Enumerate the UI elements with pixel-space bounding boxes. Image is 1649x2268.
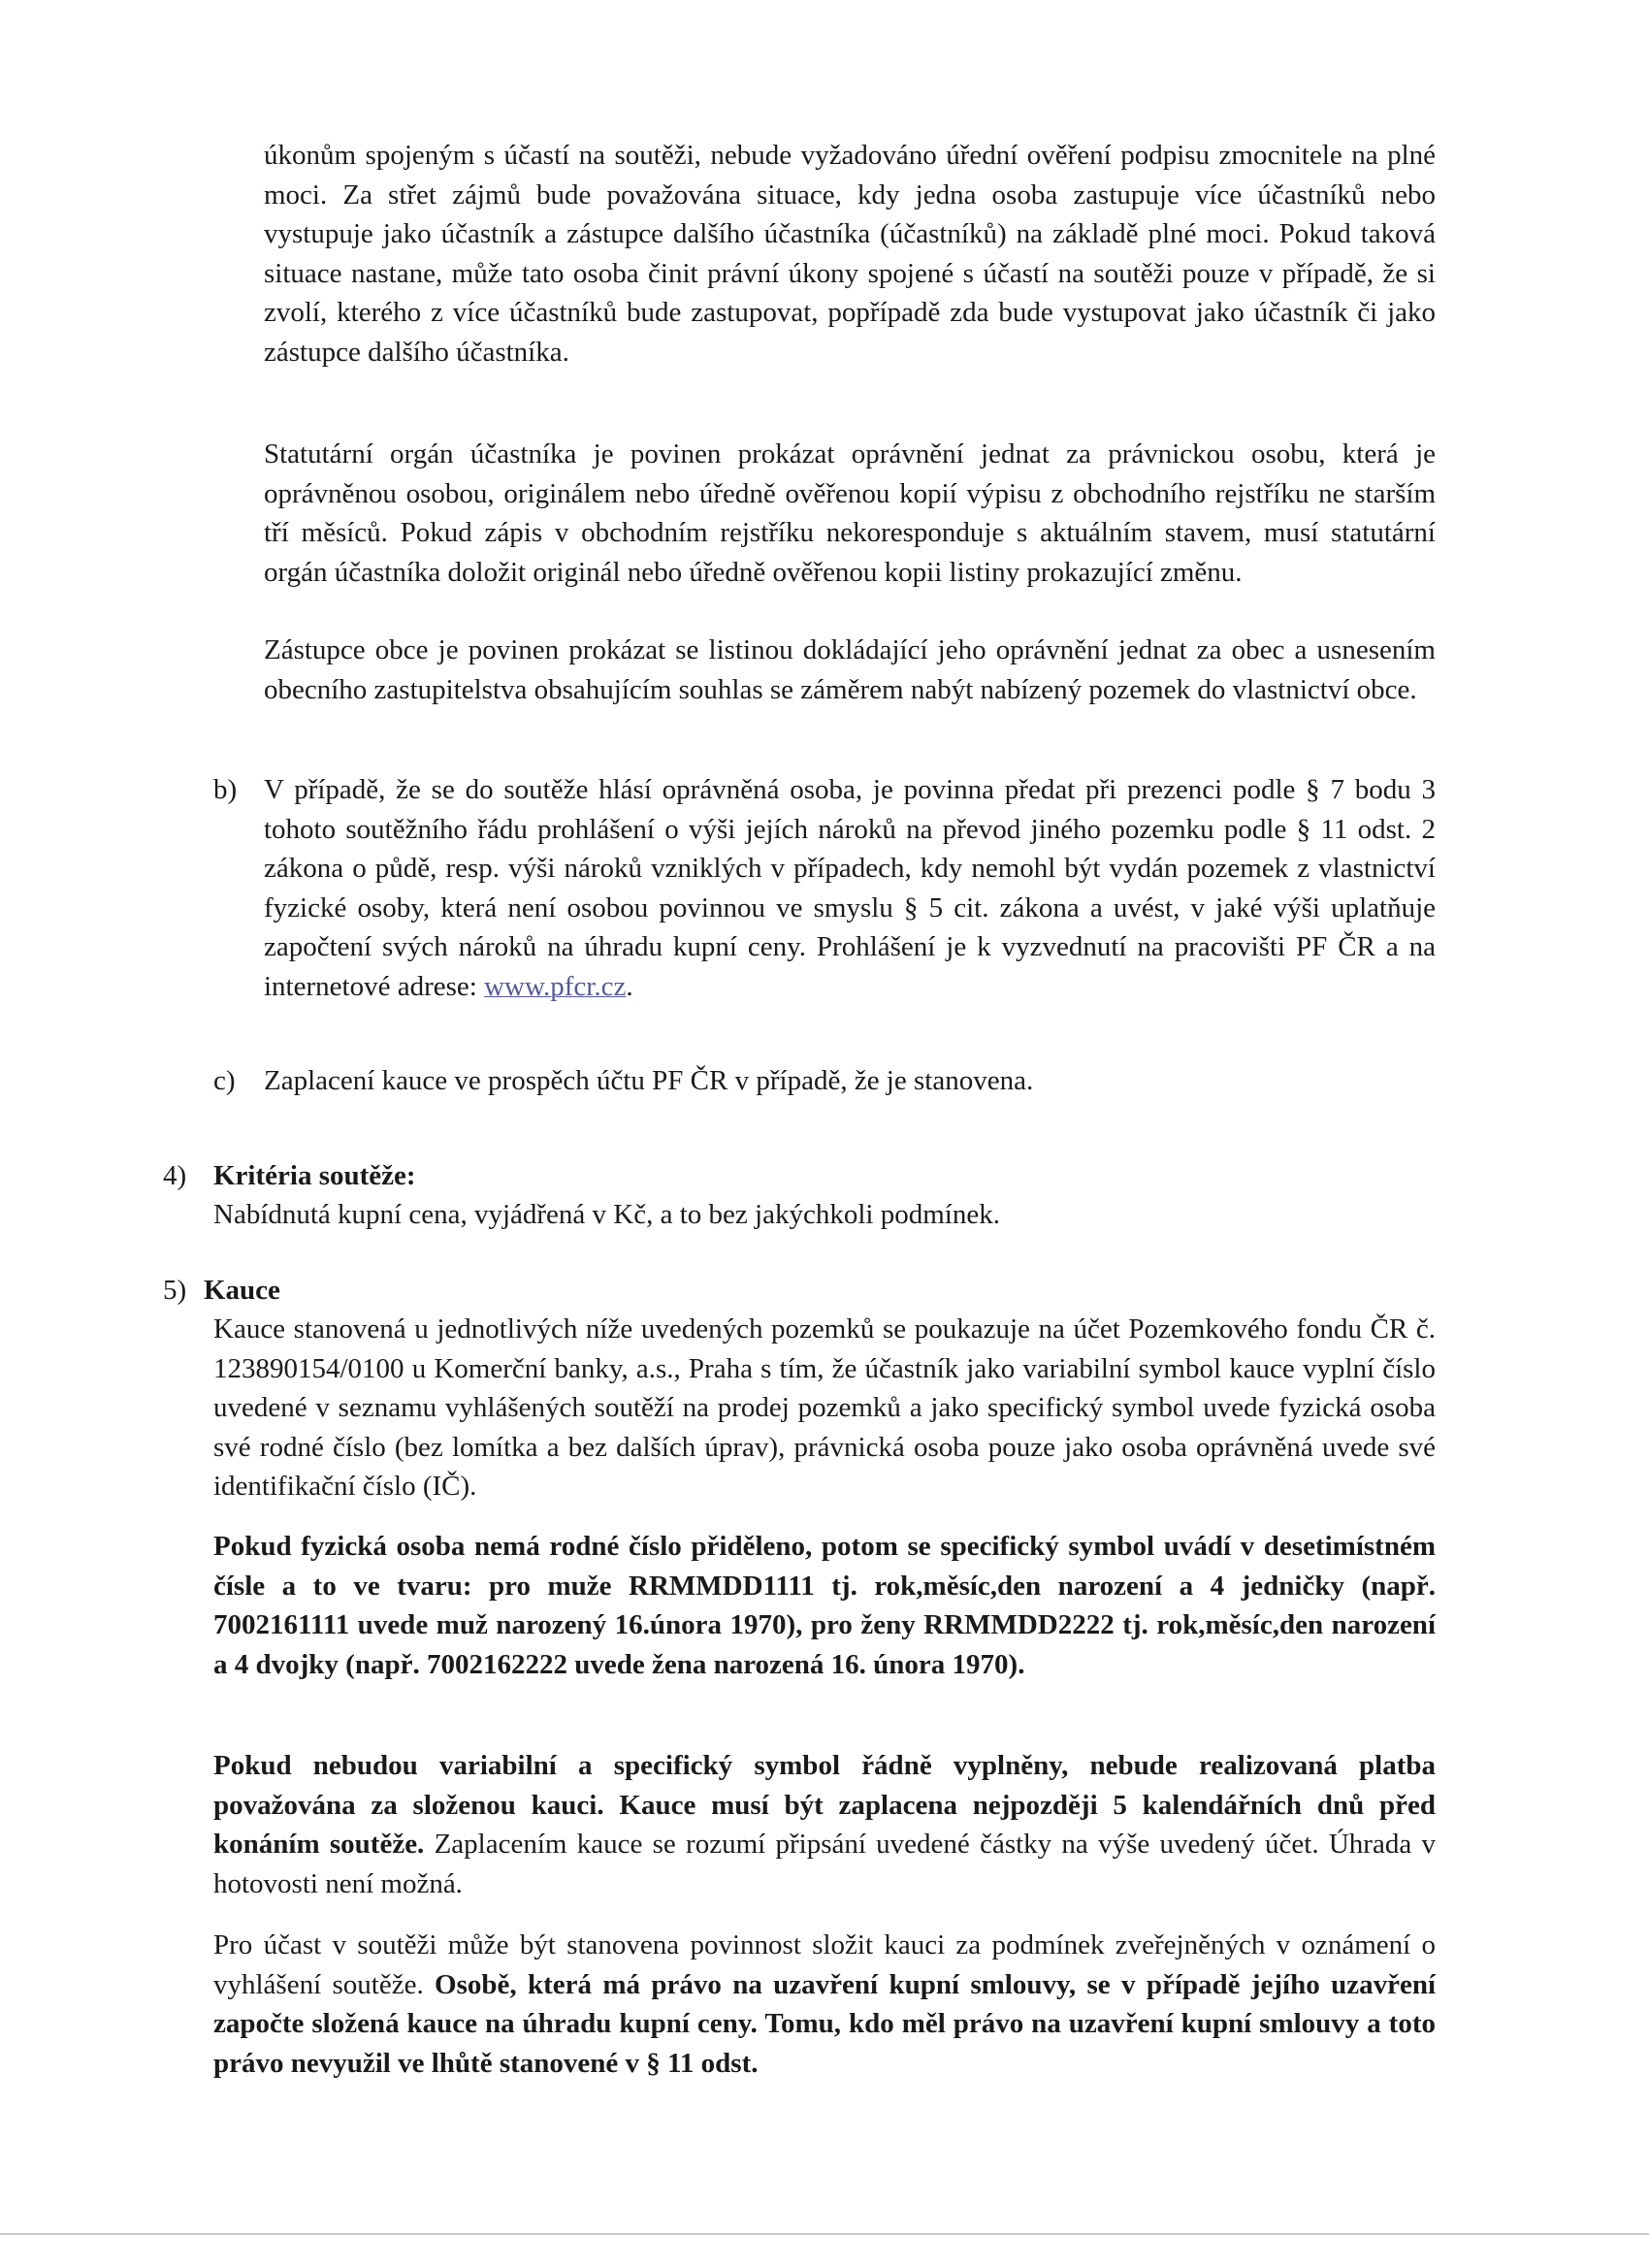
section-5-heading: Kauce	[204, 1275, 280, 1306]
paragraph-power-of-attorney: úkonům spojeným s účastí na soutěži, nebude vyžadováno úřední ověření podpisu zmocnitele na plné moci. Za střet zájmů bude považována situace, kdy jedna osoba zastupuje více účastníků nebo vystupuje jako účastník a zástupce dalšího účastníka (účastníků) na základě plné moci. Pokud taková situace nastane, může tato osoba činit právní úkony spojené s účastí na soutěži pouze v případě, že si zvolí, kterého z více účastníků bude zastupovat, popřípadě zda bude vystupovat jako účastník či jako zástupce dalšího účastníka.	[264, 140, 1436, 368]
scan-edge-line	[0, 2233, 1649, 2235]
item-b-marker: b)	[213, 774, 238, 805]
section-4-marker: 4)	[163, 1160, 187, 1191]
section-4-text: Nabídnutá kupní cena, vyjádřená v Kč, a to bez jakýchkoli podmínek.	[213, 1199, 1000, 1230]
section-5-specific-symbol-rule: Pokud fyzická osoba nemá rodné číslo přiděleno, potom se specifický symbol uvádí v desetimístném čísle a to ve tvaru: pro muže RRMMDD1111 tj. rok,měsíc,den narození a 4 jedničky (např. 7002161111 uvede muž narozený 16.února 1970), pro ženy RRMMDD2222 tj. rok,měsíc,den narození a 4 dvojky (např. 7002162222 uvede žena narozená 16. února 1970).	[213, 1531, 1436, 1680]
paragraph-statutory-body: Statutární orgán účastníka je povinen prokázat oprávnění jednat za právnickou osobu, která je oprávněnou osobou, originálem nebo úředně ověřenou kopií výpisu z obchodního rejstříku ne starším tří měsíců. Pokud zápis v obchodním rejstříku nekoresponduje s aktuálním stavem, musí statutární orgán účastníka doložit originál nebo úředně ověřenou kopii listiny prokazující změnu.	[264, 438, 1436, 588]
section-5-offset-normal: Pro účast v soutěži může být stanovena povinnost složit kauci za podmínek zveřejněných v oznámení o vyhlášení soutěže.	[213, 1929, 1436, 2000]
section-5-offset-bold: Osobě, která má právo na uzavření kupní smlouvy, se v případě jejího uzavření započte složená kauce na úhradu kupní ceny. Tomu, kdo měl právo na uzavření kupní smlouvy a toto právo nevyužil ve lhůtě stanovené v § 11 odst.	[213, 1968, 1436, 2079]
section-5-deposit-account: Kauce stanovená u jednotlivých níže uvedených pozemků se poukazuje na účet Pozemkového fondu ČR č. 123890154/0100 u Komerční banky, a.s., Praha s tím, že účastník jako variabilní symbol kauce vyplní číslo uvedené v seznamu vyhlášených soutěží na prodej pozemků a jako specifický symbol uvede fyzická osoba své rodné číslo (bez lomítka a bez dalších úprav), právnická osoba pouze jako osoba oprávněná uvede své identifikační číslo (IČ).	[213, 1313, 1436, 1502]
section-5-marker: 5)	[163, 1275, 187, 1306]
item-c-marker: c)	[213, 1065, 236, 1096]
pfcr-link[interactable]: www.pfcr.cz	[484, 970, 627, 1002]
item-b-body: V případě, že se do soutěže hlásí oprávněná osoba, je povinna předat při prezenci podle § 7 bodu 3 tohoto soutěžního řádu prohlášení o výši jejích nároků na převod jiného pozemku podle § 11 odst. 2 zákona o půdě, resp. výši nároků vzniklých v případech, kdy nemohl být vydán pozemek z vlastnictví fyzické osoby, která není osobou povinnou ve smyslu § 5 cit. zákona a uvést, v jaké výši uplatňuje započtení svých nároků na úhradu kupní ceny. Prohlášení je k vyzvednutí na pracovišti PF ČR a na internetové adrese:	[264, 774, 1436, 1002]
section-5-payment-bold: Pokud nebudou variabilní a specifický symbol řádně vyplněny, nebude realizovaná platba považována za složenou kauci. Kauce musí být zaplacena nejpozději 5 kalendářních dnů před konáním soutěže.	[213, 1750, 1436, 1860]
item-b-tail: .	[626, 970, 633, 1002]
paragraph-municipality-representative: Zástupce obce je povinen prokázat se listinou dokládající jeho oprávnění jednat za obec a usnesením obecního zastupitelstva obsahujícím souhlas se záměrem nabýt nabízený pozemek do vlastnictví obce.	[264, 634, 1436, 705]
section-4-heading: Kritéria soutěže:	[213, 1160, 416, 1191]
section-5-payment-normal: Zaplacením kauce se rozumí připsání uvedené částky na výše uvedený účet. Úhrada v hotovosti není možná.	[213, 1829, 1436, 1899]
section-5-deposit-offset	[213, 1926, 1436, 2083]
section-5-payment-conditions	[213, 1746, 1436, 1903]
item-c-text: Zaplacení kauce ve prospěch účtu PF ČR v případě, že je stanovena.	[264, 1065, 1034, 1096]
item-b-text	[264, 770, 1436, 1006]
